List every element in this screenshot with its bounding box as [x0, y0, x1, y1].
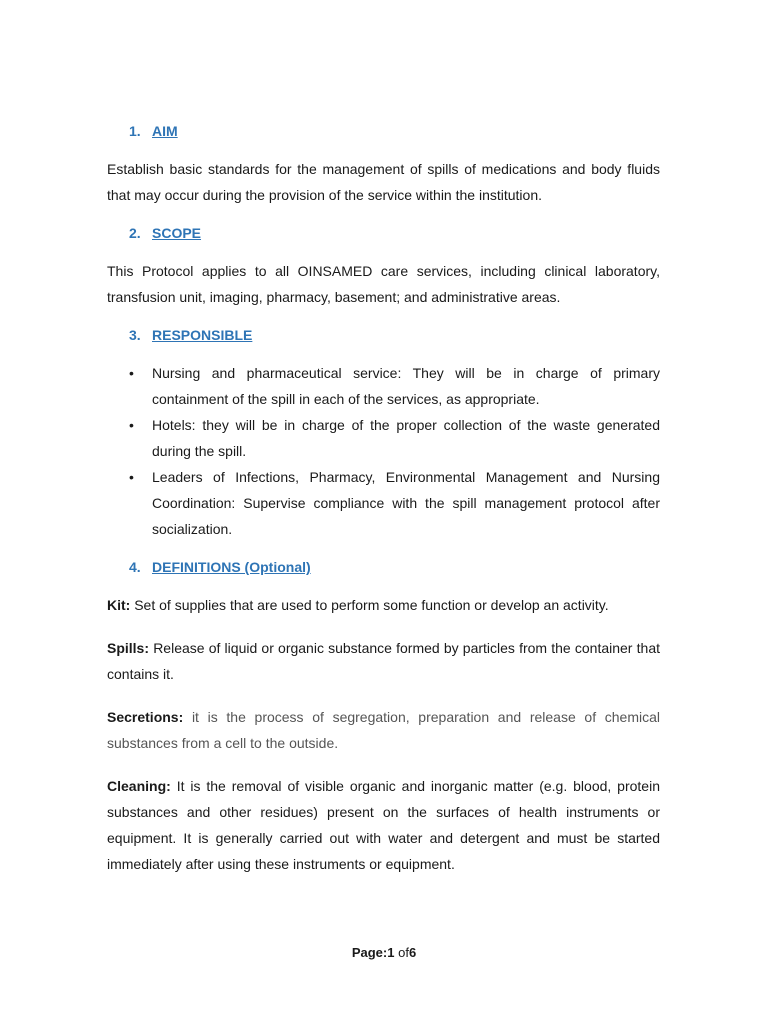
aim-paragraph: Establish basic standards for the management of spills of medications and body fluids that may occur during the provision of the service within the institution.: [107, 161, 660, 203]
list-item: [107, 464, 660, 542]
list-item-text: Nursing and pharmaceutical service: They will be in charge of primary containment of the spill in each of the services, as appropriate.: [152, 365, 660, 407]
page-current: 1: [387, 945, 395, 960]
definition-term: Cleaning:: [107, 778, 171, 794]
section-title: SCOPE: [152, 225, 202, 241]
scope-paragraph: This Protocol applies to all OINSAMED care services, including clinical laboratory, transfusion unit, imaging, pharmacy, basement; and administrative areas.: [107, 263, 660, 305]
bullet-icon: •: [129, 417, 134, 433]
definition-kit: [107, 592, 660, 618]
definition-text: It is the removal of visible organic and inorganic matter (e.g. blood, protein substances and other residues) present on the surfaces of health instruments or equipment. It is generally carried out with water and detergent and must be started immediately after using these instruments or equipment.: [107, 778, 660, 872]
section-heading-scope: [129, 220, 660, 246]
definition-term: Kit:: [107, 597, 131, 613]
definition-term: Secretions:: [107, 709, 184, 725]
section-number: 1.: [129, 123, 141, 139]
section-number: 3.: [129, 327, 141, 343]
page-total: 6: [408, 945, 417, 960]
section-heading-responsible: [129, 322, 660, 348]
definition-secretions: [107, 704, 660, 756]
document-body: [107, 118, 660, 894]
section-number: 4.: [129, 559, 141, 575]
section-number: 2.: [129, 225, 141, 241]
definition-term: Spills:: [107, 640, 150, 656]
page-of: of: [398, 945, 409, 960]
list-item-text: Leaders of Infections, Pharmacy, Environmental Management and Nursing Coordination: Supervise compliance with the spill management protocol after socialization.: [152, 469, 660, 537]
section-title: DEFINITIONS (Optional): [152, 559, 311, 575]
definition-cleaning: [107, 773, 660, 877]
page-label: Page:: [351, 945, 388, 960]
list-item: [107, 360, 660, 412]
section-title: RESPONSIBLE: [152, 327, 253, 343]
section-heading-aim: [129, 118, 660, 144]
responsible-list: [107, 360, 660, 542]
list-item: [107, 412, 660, 464]
definition-text: Set of supplies that are used to perform some function or develop an activity.: [134, 597, 609, 613]
list-item-text: Hotels: they will be in charge of the proper collection of the waste generated during the spill.: [152, 417, 660, 459]
definition-spills: [107, 635, 660, 687]
definition-text: it is the process of segregation, preparation and release of chemical substances from a cell to the outside.: [107, 709, 661, 751]
bullet-icon: •: [129, 469, 134, 485]
bullet-icon: •: [129, 365, 134, 381]
page-footer: [0, 945, 768, 960]
definition-text: Release of liquid or organic substance formed by particles from the container that contains it.: [107, 640, 660, 682]
section-heading-definitions: [129, 554, 660, 580]
section-title: AIM: [152, 123, 178, 139]
